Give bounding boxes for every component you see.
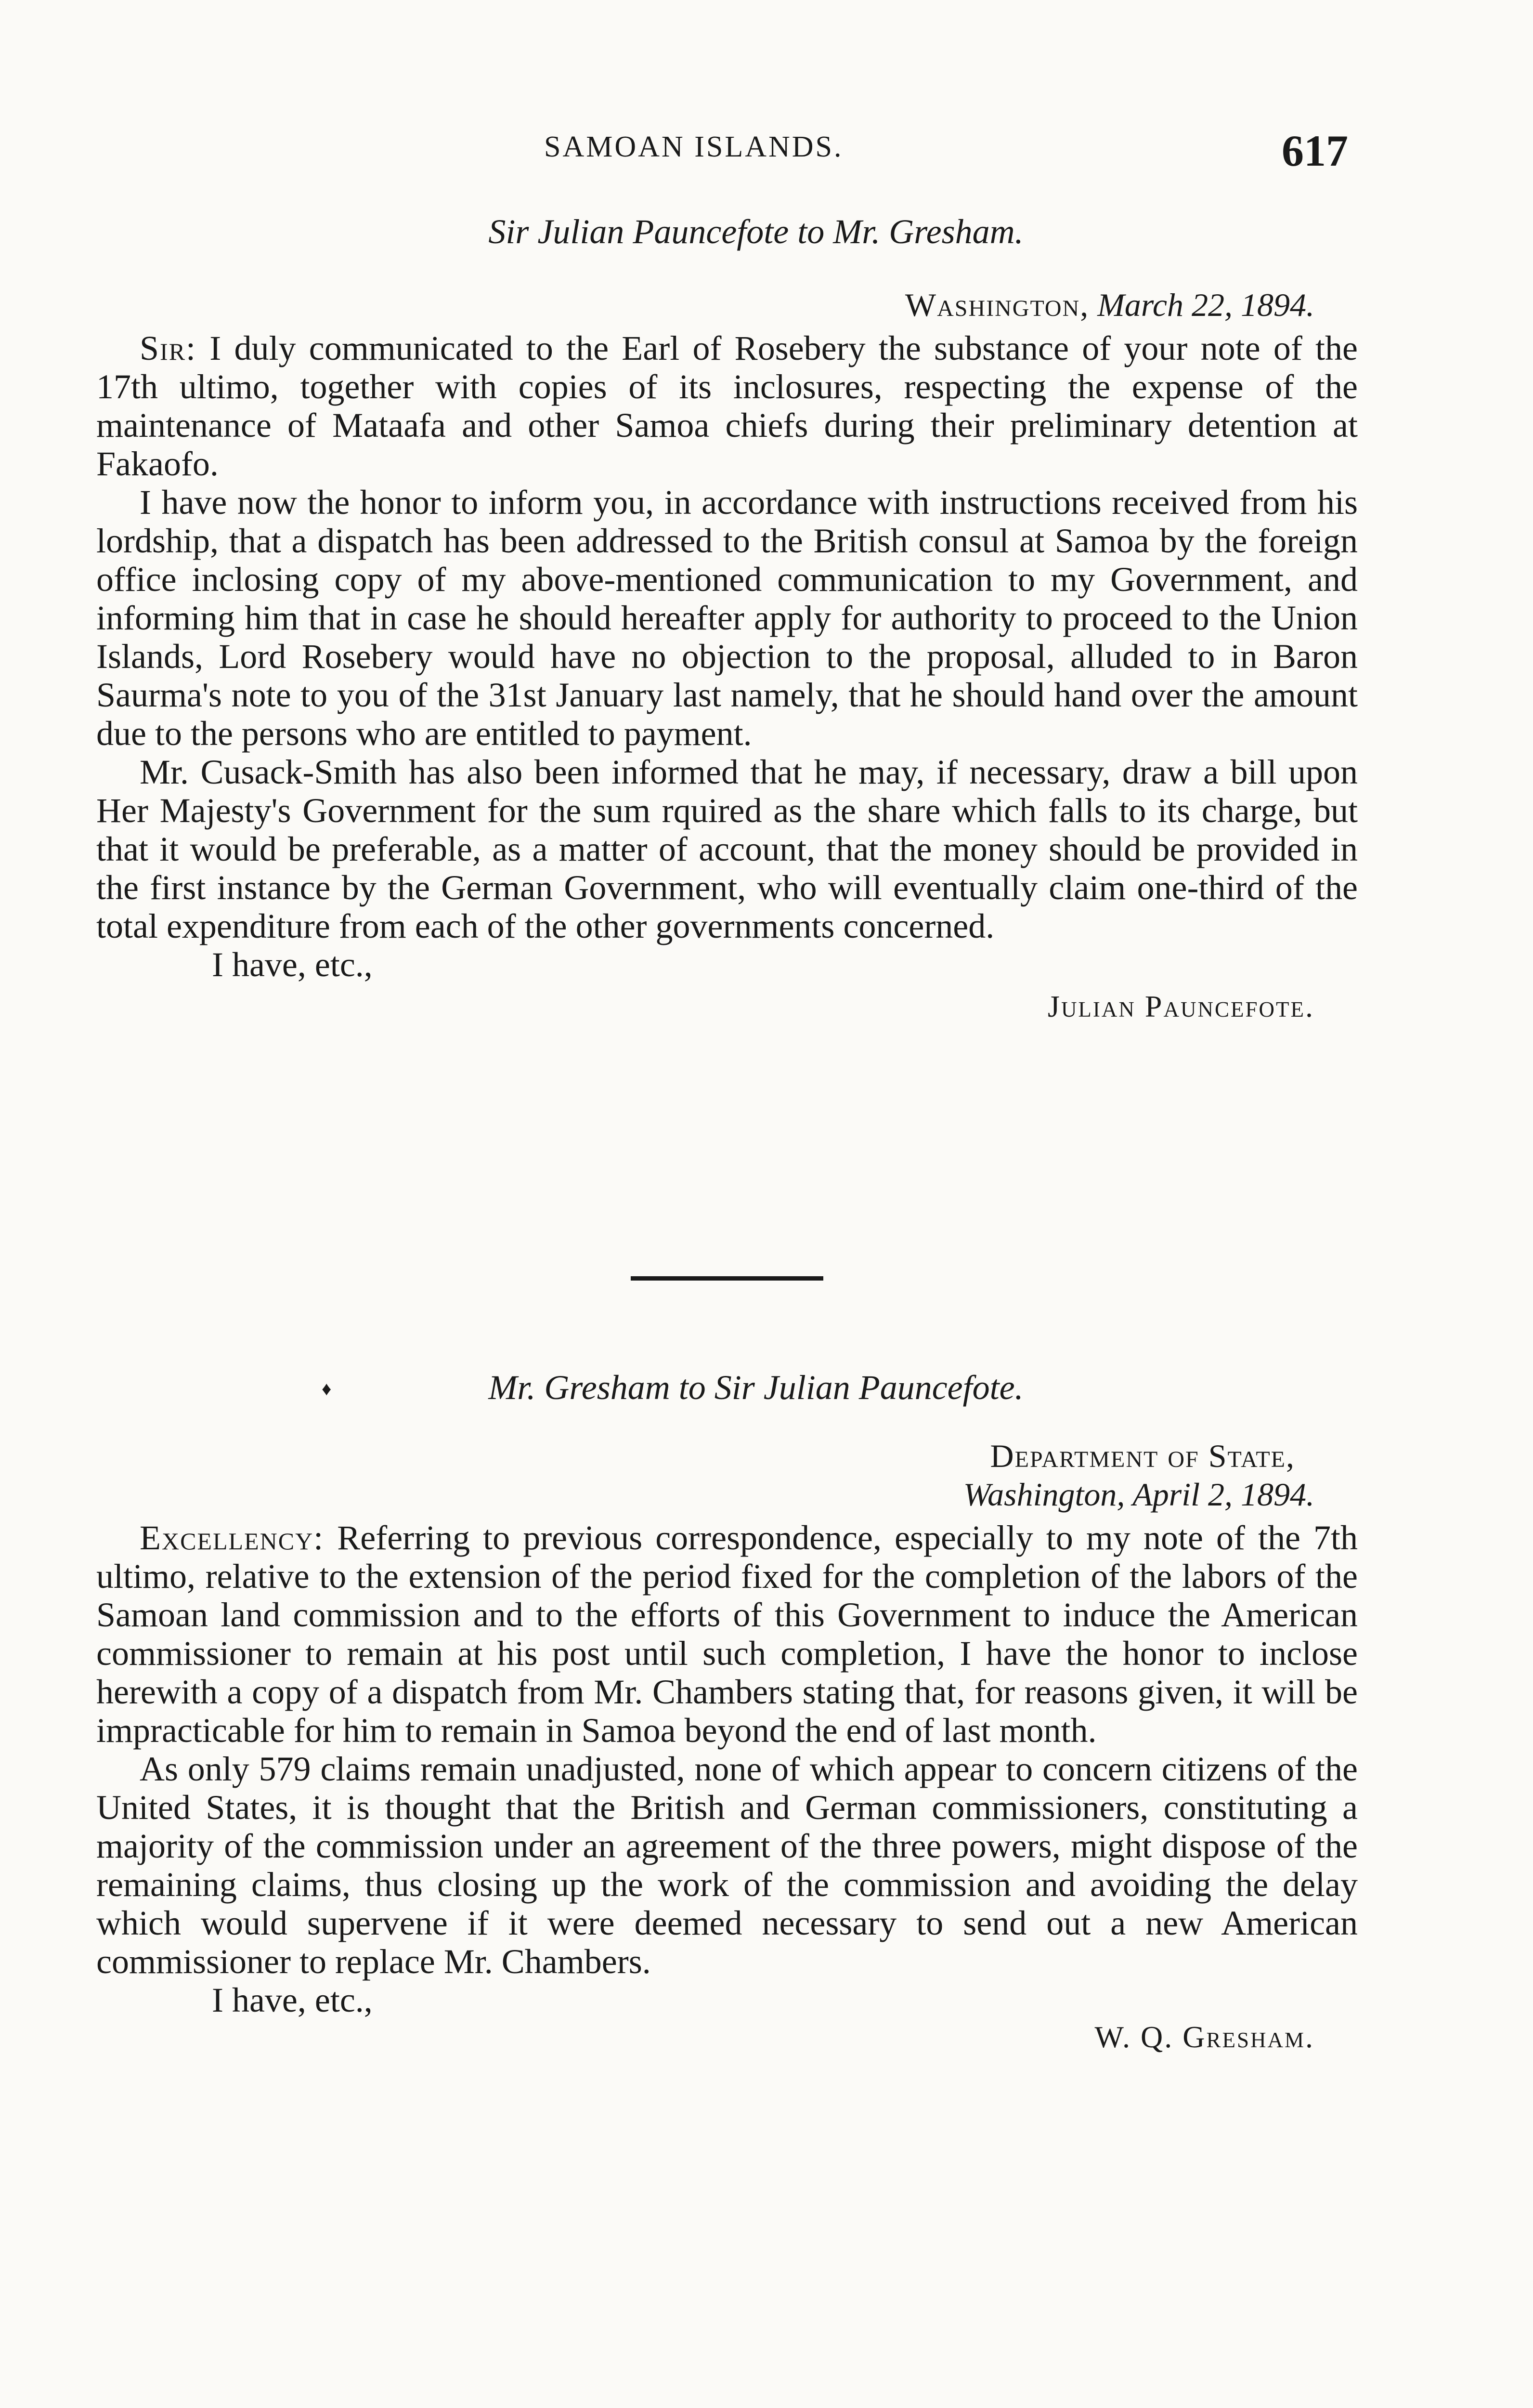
dateline bbox=[96, 286, 1358, 324]
paragraph-text: I duly communicated to the Earl of Rosebery the substance of your note of the 17th ultimo, together with copies of its inclosures, respecting the expense of the maintenance of Mataafa and other Samoa chiefs during their preliminary detention at Fakaofo. bbox=[96, 329, 1358, 483]
letter-pauncefote-to-gresham bbox=[96, 212, 1358, 1024]
letter-paragraph: Mr. Cusack-Smith has also been informed that he may, if necessary, draw a bill upon Her Majesty's Government for the sum rquired as the share which falls to its charge, but that it would be preferable, as a matter of account, that the money should be provided in the first instance by the German Government, who will eventually claim one-third of the total expenditure from each of the other governments concerned. bbox=[96, 753, 1358, 945]
dateline-date: March 22, 1894. bbox=[1097, 287, 1314, 323]
paragraph-text: Referring to previous correspondence, especially to my note of the 7th ultimo, relative to the extension of the period fixed for the completion of the labors of the Samoan land commission and to the efforts of this Government to induce the American commissioner to remain at his post until such completion, I have the honor to inclose herewith a copy of a dispatch from Mr. Chambers stating that, for reasons given, it will be impracticable for him to remain in Samoa beyond the end of last month. bbox=[96, 1518, 1358, 1750]
section-divider bbox=[631, 1276, 823, 1281]
letter-paragraph bbox=[96, 1518, 1358, 1750]
letter-gresham-to-pauncefote bbox=[96, 1368, 1358, 2055]
letter-paragraph: As only 579 claims remain unadjusted, none of which appear to concern citizens of the United States, it is thought that the British and German commissioners, constituting a majority of the commission under an agreement of the three powers, might dispose of the remaining claims, thus closing up the work of the commission and avoiding the delay which would supervene if it were deemed necessary to send out a new American commissioner to replace Mr. Chambers. bbox=[96, 1750, 1358, 1981]
letter-title: Mr. Gresham to Sir Julian Pauncefote. bbox=[488, 1368, 1024, 1407]
salutation: Sir: bbox=[140, 329, 197, 367]
letter-paragraph: I have now the honor to inform you, in accordance with instructions received from his lordship, that a dispatch has been addressed to the British consul at Samoa by the foreign office inclosing copy of my above-mentioned communication to my Government, and informing him that in case he should hereafter apply for authority to proceed to the Union Islands, Lord Rosebery would have no objection to the proposal, alluded to in Baron Saurma's note to you of the 31st January last namely, that he should hand over the amount due to the persons who are entitled to payment. bbox=[96, 483, 1358, 753]
dateline-place: Department of State, bbox=[990, 1438, 1295, 1474]
dateline-place: Washington, bbox=[905, 287, 1090, 323]
closing: I have, etc., bbox=[212, 945, 373, 984]
signature: W. Q. Gresham. bbox=[1094, 2020, 1314, 2054]
letter-paragraph bbox=[96, 329, 1358, 483]
page-header bbox=[0, 126, 1348, 188]
closing: I have, etc., bbox=[212, 1981, 373, 2019]
margin-mark: ♦ bbox=[322, 1378, 332, 1400]
letter-title: Sir Julian Pauncefote to Mr. Gresham. bbox=[488, 212, 1024, 251]
dateline bbox=[96, 1437, 1358, 1514]
dateline-date: Washington, April 2, 1894. bbox=[963, 1476, 1314, 1513]
salutation: Excellency: bbox=[140, 1518, 325, 1557]
running-head: SAMOAN ISLANDS. bbox=[544, 131, 844, 163]
signature: Julian Pauncefote. bbox=[1048, 989, 1314, 1023]
page-number: 617 bbox=[1282, 126, 1348, 175]
